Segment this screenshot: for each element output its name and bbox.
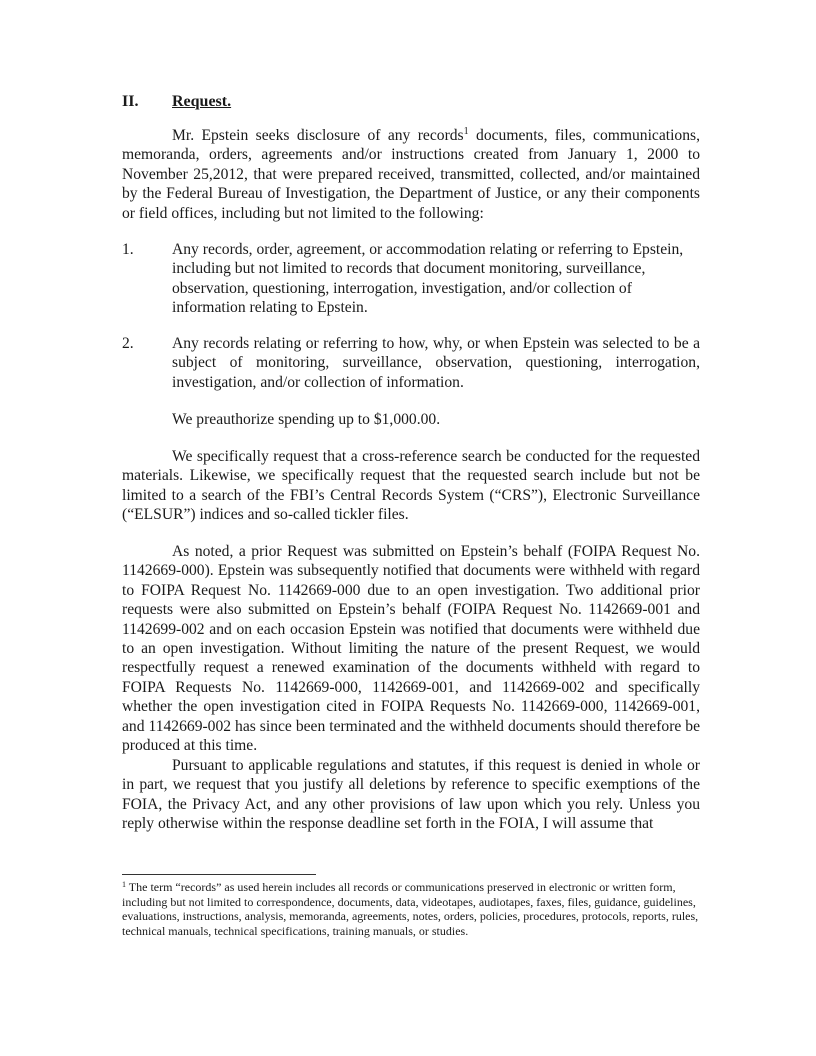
footnote: [122, 880, 712, 938]
list-item-text: Any records, order, agreement, or accommodation relating or referring to Epstein, including but not limited to records that document monitoring, surveillance, observation, questioning, interrogation, investigation, and/or collection of information relating to Epstein.: [172, 241, 684, 317]
section-heading: [122, 92, 231, 112]
intro-text-rest: documents, files, communications, memoranda, orders, agreements and/or instructions created from January 1, 2000 to November 25,2012, that were prepared received, transmitted, collected, and/or maintained by the Federal Bureau of Investigation, the Department of Justice, or any their components or field offices, including but not limited to the following:: [122, 127, 700, 222]
intro-text-start: Mr. Epstein seeks disclosure of any records: [172, 127, 464, 144]
list-item-number: 1.: [122, 241, 134, 258]
denial-justification-paragraph: Pursuant to applicable regulations and statutes, if this request is denied in whole or in part, we request that you justify all deletions by reference to specific exemptions of the FOIA, the Privacy Act, and any other provisions of law upon which you rely. Unless you reply otherwise within the response deadline set forth in the FOIA, I will assume that: [122, 757, 700, 833]
preauthorize-statement: We preauthorize spending up to $1,000.00.: [172, 411, 441, 428]
cross-reference-paragraph: We specifically request that a cross-reference search be conducted for the requested materials. Likewise, we specifically request that the requested search include but not be limited to a search of the FBI’s Central Records System (“CRS”), Electronic Surveillance (“ELSUR”) indices and so-called tickler files.: [122, 448, 700, 524]
list-item-number: 2.: [122, 335, 134, 352]
intro-paragraph: [122, 126, 700, 223]
section-title: Request.: [172, 93, 232, 110]
list-item: [122, 334, 700, 392]
list-item: [122, 240, 700, 318]
footnote-divider: [122, 874, 316, 875]
section-number: II.: [122, 93, 139, 110]
footnote-reference: 1: [463, 126, 469, 137]
prior-request-paragraph: As noted, a prior Request was submitted on Epstein’s behalf (FOIPA Request No. 1142669-000). Epstein was subsequently notified that documents were withheld with regard to FOIPA Request No. 1142669-000 due to an open investigation. Two additional prior requests were also submitted on Epstein’s behalf (FOIPA Request No. 1142669-001 and 1142699-002 and on each occasion Epstein was notified that documents were withheld due to an open investigation. Without limiting the nature of the present Request, we would respectfully request a renewed examination of the documents withheld with regard to FOIPA Requests No. 1142669-000, 1142669-001, and 1142669-002 and specifically whether the open investigation cited in FOIPA Requests No. 1142669-000, 1142669-001, and 1142669-002 has since been terminated and the withheld documents should therefore be produced at this time.: [122, 543, 700, 755]
list-item-text: Any records relating or referring to how, why, or when Epstein was selected to be a subject of monitoring, surveillance, observation, questioning, interrogation, investigation, and/or collection of information.: [172, 335, 700, 391]
footnote-text: The term “records” as used herein includes all records or communications preserved in electronic or written form, including but not limited to correspondence, documents, data, videotapes, audiotapes, faxes, files, guidance, guidelines, evaluations, instructions, analysis, memoranda, agreements, notes, orders, policies, procedures, protocols, reports, rules, technical manuals, technical specifications, training manuals, or studies.: [122, 880, 699, 938]
footnote-marker: 1: [122, 880, 126, 889]
